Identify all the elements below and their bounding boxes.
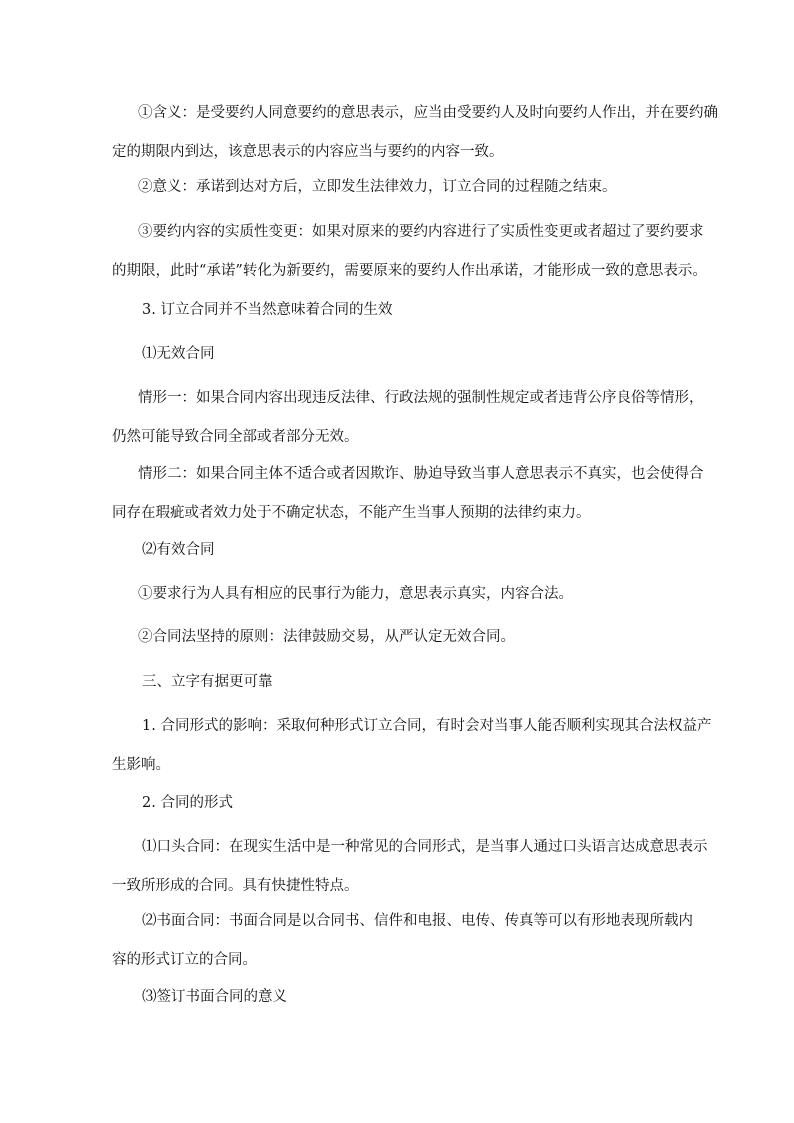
text-line: 1. 合同形式的影响：采取何种形式订立合同，有时会对当事人能否顺利实现其合法权益产 [142,718,712,734]
paragraph-case-one [112,390,704,445]
paragraph-written-contract [112,913,693,968]
text-line: 生影响。 [112,756,170,773]
text-line: ①要求行为人具有相应的民事行为能力，意思表示真实，内容合法。 [138,586,573,602]
paragraph-meaning-significance [112,180,690,195]
text-line: ⑵书面合同：书面合同是以合同书、信件和电报、电传、传真等可以有形地表现所载内 [142,913,693,929]
subheading-significance-written-contract [112,990,690,1005]
text-line: ⑴口头合同：在现实生活中是一种常见的合同形式，是当事人通过口头语言达成意思表示 [142,839,708,855]
paragraph-valid-requirements [112,587,690,602]
subheading-valid-contract [112,543,690,558]
text-line: ①含义：是受要约人同意要约的意思表示，应当由受要约人及时向要约人作出，并在要约确 [138,105,718,121]
text-line: ③要约内容的实质性变更：如果对原来的要约内容进行了实质性变更或者超过了要约要求 [138,224,704,240]
paragraph-contract-law-principle [112,630,690,645]
paragraph-case-two [112,466,704,521]
text-line: ⑴无效合同 [142,346,215,362]
paragraph-contract-form-influence [112,718,712,773]
section-heading-contract-validity [112,303,690,318]
paragraph-oral-contract [112,839,708,894]
subheading-invalid-contract [112,347,690,362]
text-line: 仍然可能导致合同全部或者部分无效。 [112,428,359,445]
chapter-heading-written-evidence [112,675,690,690]
text-line: 2. 合同的形式 [142,795,233,811]
text-line: 同存在瑕疵或者效力处于不确定状态，不能产生当事人预期的法律约束力。 [112,504,591,521]
text-line: 定的期限内到达，该意思表示的内容应当与要约的内容一致。 [112,143,504,160]
section-heading-contract-forms [112,796,690,811]
text-line: 情形一：如果合同内容出现违反法律、行政法规的强制性规定或者违背公序良俗等情形， [138,390,704,406]
text-line: 三、立字有据更可靠 [142,674,273,690]
text-line: ②意义：承诺到达对方后，立即发生法律效力，订立合同的过程随之结束。 [138,179,617,195]
text-line: ②合同法坚持的原则：法律鼓励交易，从严认定无效合同。 [138,629,515,645]
text-line: ⑶签订书面合同的意义 [142,989,287,1005]
text-line: 容的形式订立的合同。 [112,951,257,968]
text-line: 一致所形成的合同。具有快捷性特点。 [112,877,359,894]
text-line: 情形二：如果合同主体不适合或者因欺诈、胁迫导致当事人意思表示不真实，也会使得合 [138,466,704,482]
text-line: ⑵有效合同 [142,542,215,558]
text-line: 3. 订立合同并不当然意味着合同的生效 [142,302,393,318]
paragraph-material-change [112,224,707,279]
paragraph-meaning-definition [112,105,718,160]
text-line: 的期限，此时“承诺”转化为新要约，需要原来的要约人作出承诺，才能形成一致的意思表示。 [112,262,707,279]
